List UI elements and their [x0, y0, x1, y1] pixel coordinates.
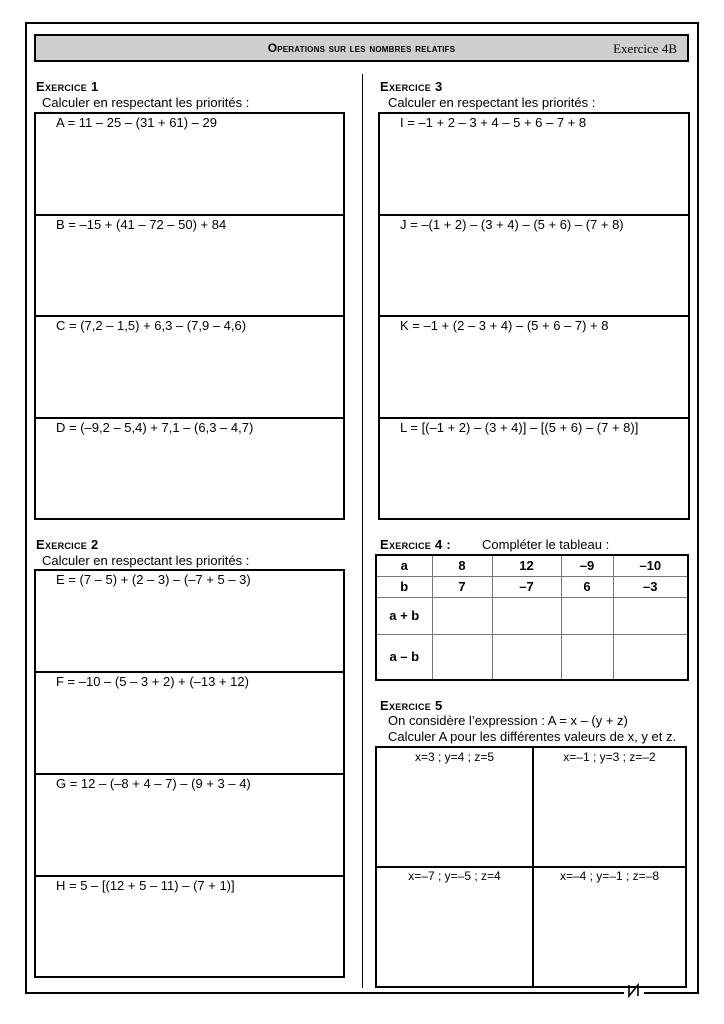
- expression-f: F = –10 – (5 – 3 + 2) + (–13 + 12): [56, 674, 249, 689]
- cell-b-2: –7: [492, 576, 561, 597]
- exercise-code: Exercice 4B: [613, 41, 677, 56]
- exercise3-box-j[interactable]: [378, 214, 690, 315]
- exercise4-table: [375, 554, 689, 681]
- exercise2-box-f[interactable]: [34, 671, 345, 773]
- exercise3-box-l[interactable]: [378, 417, 690, 520]
- expression-g: G = 12 – (–8 + 4 – 7) – (9 + 3 – 4): [56, 776, 251, 791]
- cell-sum-1[interactable]: [432, 597, 492, 634]
- cell-sum-3[interactable]: [561, 597, 613, 634]
- exercise5-grid: [375, 746, 687, 988]
- row-header-diff: a – b: [376, 634, 432, 680]
- exercise1-instruction: Calculer en respectant les priorités :: [42, 95, 250, 110]
- exercise1-box-c[interactable]: [34, 315, 345, 417]
- exercise4-title: Exercice 4 :: [380, 537, 452, 552]
- case-2[interactable]: x=–1 ; y=3 ; z=–2: [563, 750, 656, 764]
- exercise2-box-g[interactable]: [34, 773, 345, 875]
- exercise3-box-k[interactable]: [378, 315, 690, 417]
- expression-i: I = –1 + 2 – 3 + 4 – 5 + 6 – 7 + 8: [400, 115, 587, 130]
- grid-horizontal-line: [377, 866, 685, 868]
- expression-a: A = 11 – 25 – (31 + 61) – 29: [56, 115, 217, 130]
- exercise1-box-b[interactable]: [34, 214, 345, 315]
- exercise5-line2: Calculer A pour les différentes valeurs de x, y et z.: [388, 729, 677, 744]
- exercise1-box-a[interactable]: [34, 112, 345, 214]
- row-header-sum: a + b: [376, 597, 432, 634]
- cell-a-2: 12: [492, 555, 561, 576]
- expression-l: L = [(–1 + 2) – (3 + 4)] – [(5 + 6) – (7 + 8)]: [400, 420, 639, 435]
- exercise5-line1: On considère l’expression : A = x – (y + z): [388, 713, 628, 728]
- exercise2-box-e[interactable]: [34, 569, 345, 671]
- cell-diff-4[interactable]: [613, 634, 688, 680]
- cell-b-1: 7: [432, 576, 492, 597]
- case-3[interactable]: x=–7 ; y=–5 ; z=4: [408, 869, 501, 883]
- cell-diff-1[interactable]: [432, 634, 492, 680]
- exercise2-box-h[interactable]: [34, 875, 345, 978]
- expression-d: D = (–9,2 – 5,4) + 7,1 – (6,3 – 4,7): [56, 420, 254, 435]
- exercise5-title: Exercice 5: [380, 698, 443, 713]
- cell-b-4: –3: [613, 576, 688, 597]
- cell-a-4: –10: [613, 555, 688, 576]
- exercise1-box-d[interactable]: [34, 417, 345, 520]
- expression-b: B = –15 + (41 – 72 – 50) + 84: [56, 217, 227, 232]
- exercise3-box-i[interactable]: [378, 112, 690, 214]
- page-title: Operations sur les nombres relatifs: [267, 41, 456, 55]
- exercise3-title: Exercice 3: [380, 79, 443, 94]
- expression-j: J = –(1 + 2) – (3 + 4) – (5 + 6) – (7 + 8): [400, 217, 624, 232]
- row-header-b: b: [376, 576, 432, 597]
- row-header-a: a: [376, 555, 432, 576]
- cell-a-3: –9: [561, 555, 613, 576]
- exercise4-instruction: Compléter le tableau :: [482, 537, 610, 552]
- table-row-sum: [376, 597, 688, 634]
- exercise2-title: Exercice 2: [36, 537, 99, 552]
- header-bar: [34, 34, 689, 62]
- expression-c: C = (7,2 – 1,5) + 6,3 – (7,9 – 4,6): [56, 318, 247, 333]
- cell-b-3: 6: [561, 576, 613, 597]
- exercise1-title: Exercice 1: [36, 79, 99, 94]
- table-row-b: [376, 576, 688, 597]
- expression-e: E = (7 – 5) + (2 – 3) – (–7 + 5 – 3): [56, 572, 251, 587]
- expression-k: K = –1 + (2 – 3 + 4) – (5 + 6 – 7) + 8: [400, 318, 609, 333]
- expression-h: H = 5 – [(12 + 5 – 11) – (7 + 1)]: [56, 878, 235, 893]
- cell-sum-4[interactable]: [613, 597, 688, 634]
- cell-a-1: 8: [432, 555, 492, 576]
- column-divider: [362, 74, 363, 988]
- case-4[interactable]: x=–4 ; y=–1 ; z=–8: [559, 869, 660, 883]
- table-row-diff: [376, 634, 688, 680]
- table-row-a: [376, 555, 688, 576]
- cell-diff-3[interactable]: [561, 634, 613, 680]
- case-1[interactable]: x=3 ; y=4 ; z=5: [414, 750, 495, 764]
- cell-diff-2[interactable]: [492, 634, 561, 680]
- exercise3-instruction: Calculer en respectant les priorités :: [388, 95, 596, 110]
- cell-sum-2[interactable]: [492, 597, 561, 634]
- exercise2-instruction: Calculer en respectant les priorités :: [42, 553, 250, 568]
